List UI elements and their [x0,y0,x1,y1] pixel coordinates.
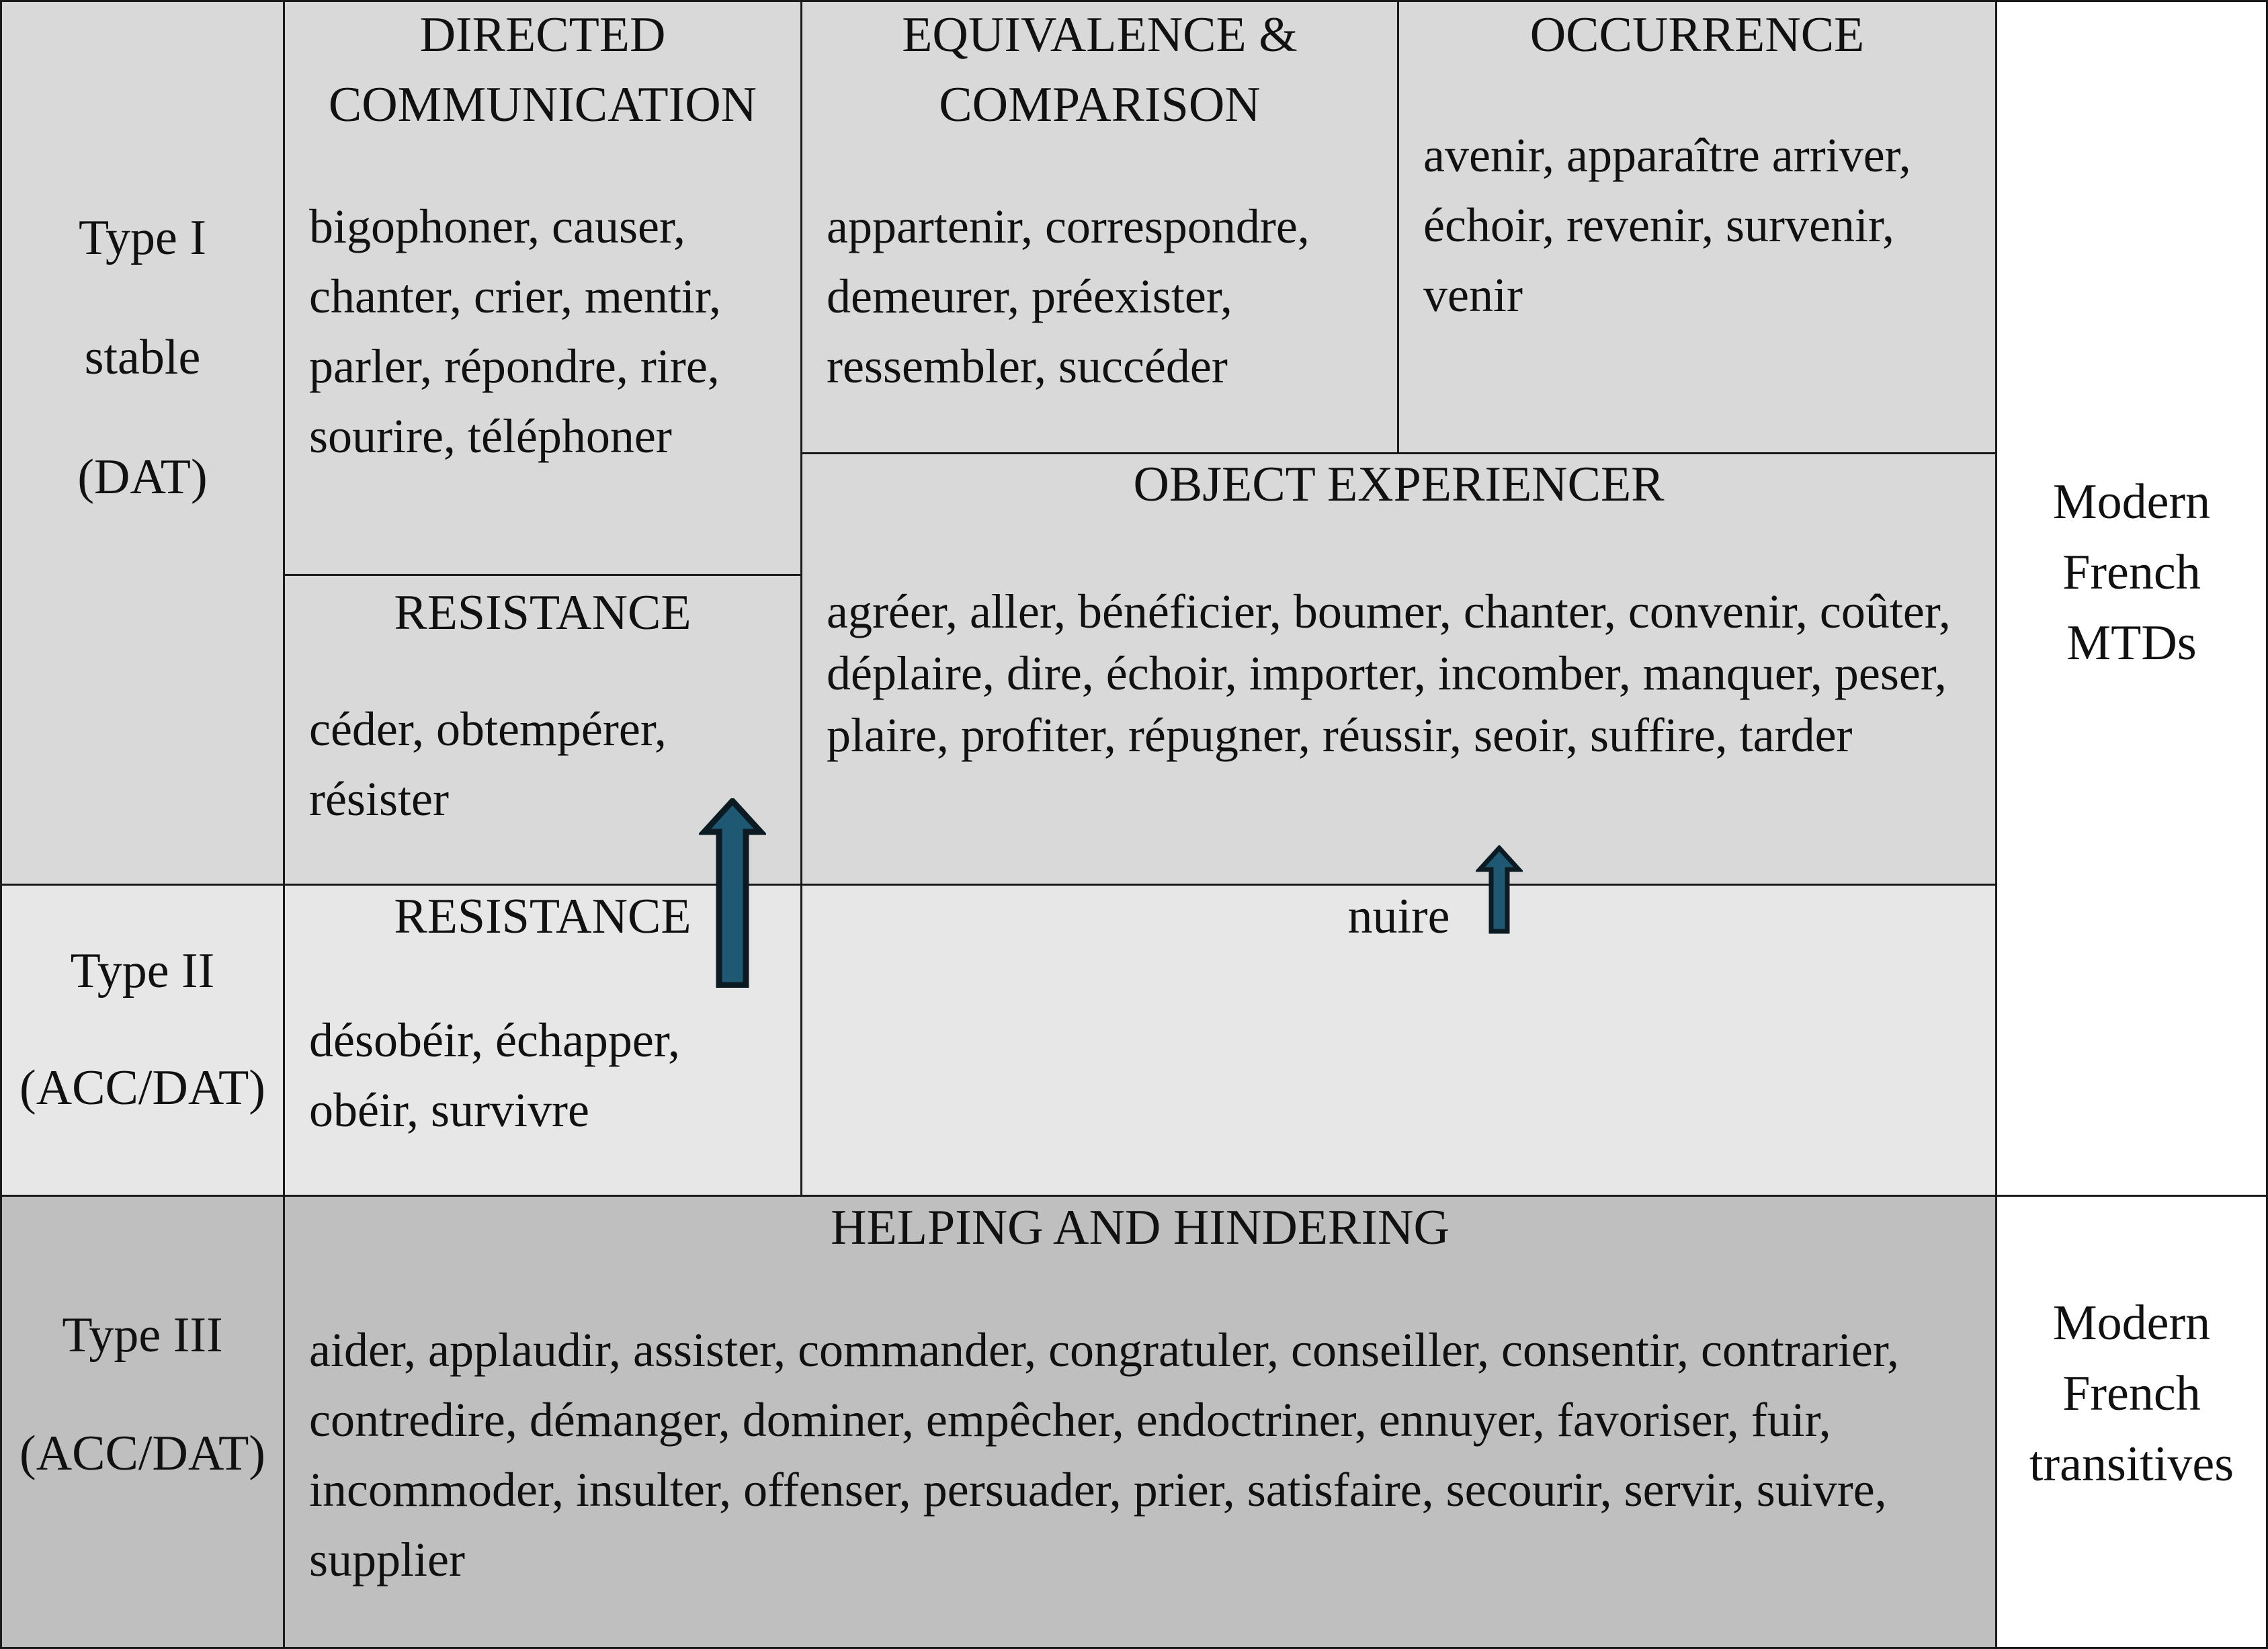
equivalence-comparison-cell [800,0,1399,454]
transitives-line3: transitives [2029,1437,2234,1492]
helping-hindering-heading: HELPING AND HINDERING [831,1200,1450,1255]
mtds-line1: Modern [2052,474,2211,530]
modern-french-transitives-cell [1995,1195,2268,1649]
type2-case: (ACC/DAT) [19,1060,265,1115]
type1-title: Type I [78,210,207,265]
mtds-line3: MTDs [2066,616,2197,671]
type1-subtitle: stable [84,330,201,385]
type3-case: (ACC/DAT) [19,1426,265,1481]
directed-communication-heading-line2: COMMUNICATION [328,77,757,132]
transitives-line1: Modern [2052,1296,2211,1351]
type1-case-abbrev: DAT [94,450,191,505]
type2-label-cell [0,884,285,1197]
resistance-type2-heading: RESISTANCE [394,889,691,944]
occurrence-cell [1397,0,1997,454]
up-arrow-icon [699,798,766,988]
helping-hindering-verbs: aider, applaudir, assister, commander, congratuler, conseiller, consentir, contrarier, contredire, démanger, dominer, empêcher, endoctriner, ennuyer, favoriser, fuir, incommoder, insulter, offenser, persuader, prier, satisfaire, secourir, servir, suivre, supplier [309,1323,1899,1587]
object-experiencer-verbs: agréer, aller, bénéficier, boumer, chanter, convenir, coûter, déplaire, dire, échoir, importer, incomber, manquer, peser, plaire, profiter, répugner, réussir, seoir, suffire, tarder [827,585,1951,762]
up-arrow-icon-small [1476,845,1523,934]
type3-case-abbrev: ACC/DAT [36,1426,249,1481]
modern-french-mtds-cell [1995,0,2268,1197]
object-experiencer-heading: OBJECT EXPERIENCER [1133,457,1665,512]
transitives-line2: French [2062,1366,2201,1421]
type3-label-cell [0,1195,285,1649]
directed-communication-verbs: bigophoner, causer, chanter, crier, mentir, parler, répondre, rire, sourire, téléphoner [309,200,722,463]
equivalence-comparison-verbs: appartenir, correspondre, demeurer, préexister, ressembler, succéder [827,200,1310,393]
occurrence-verbs: avenir, apparaître arriver, échoir, revenir, survenir, venir [1423,128,1911,322]
nuire-verb: nuire [1347,889,1450,944]
equivalence-comparison-heading-line2: COMPARISON [939,77,1261,132]
type1-case: (DAT) [77,450,208,505]
type2-case-abbrev: ACC/DAT [36,1060,249,1115]
type1-label-cell [0,0,285,886]
type3-title: Type III [62,1308,223,1363]
directed-communication-heading-line1: DIRECTED [419,7,666,62]
type2-title: Type II [70,943,215,999]
directed-communication-cell [283,0,802,576]
resistance-type1-heading: RESISTANCE [394,585,691,640]
occurrence-heading: OCCURRENCE [1529,7,1865,62]
object-experiencer-cell [800,452,1997,886]
helping-hindering-cell [283,1195,1997,1649]
equivalence-comparison-heading-line1: EQUIVALENCE & [902,7,1298,62]
resistance-type2-verbs: désobéir, échapper, obéir, survivre [309,1013,680,1137]
resistance-type1-verbs: céder, obtempérer, résister [309,702,667,826]
mtds-line2: French [2062,545,2201,600]
nuire-cell [800,884,1997,1197]
